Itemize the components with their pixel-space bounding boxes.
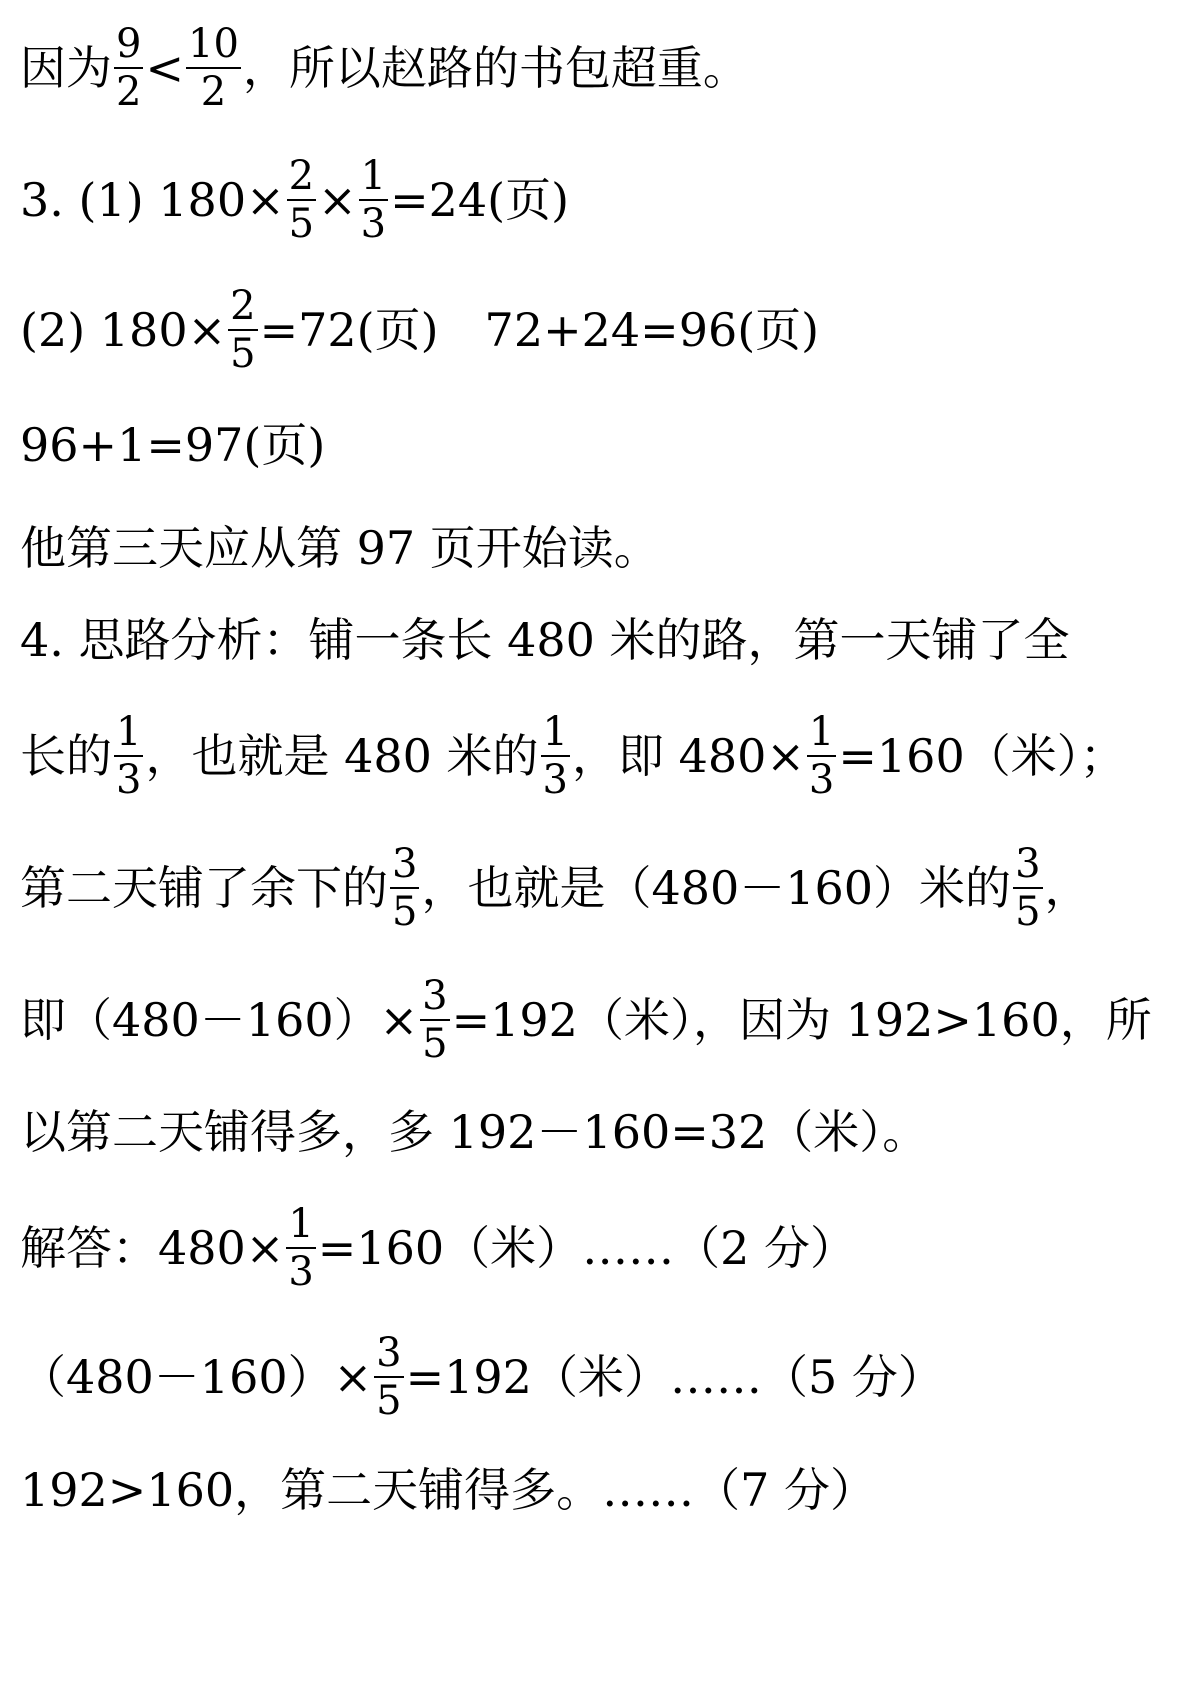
text-line [20, 841, 1091, 935]
fraction-numerator: 1 [542, 709, 568, 755]
fraction [186, 23, 241, 113]
fraction-numerator: 10 [188, 21, 239, 67]
fraction-denominator: 3 [116, 757, 142, 803]
text-segment: =160（米）； [838, 729, 1126, 783]
fraction-denominator: 3 [288, 1249, 314, 1295]
text-segment: 因为 [20, 41, 112, 95]
fraction [114, 711, 143, 801]
text-line [20, 973, 1152, 1067]
fraction-numerator: 1 [288, 1201, 314, 1247]
text-segment: 4. 思路分析：铺一条长 480 米的路，第一天铺了全 [20, 613, 1070, 667]
fraction [420, 975, 449, 1065]
fraction [114, 23, 143, 113]
text-line [20, 1460, 876, 1520]
fraction-denominator: 5 [392, 889, 418, 935]
fraction-numerator: 3 [392, 841, 418, 887]
fraction-numerator: 1 [360, 153, 387, 199]
fraction-numerator: 3 [1015, 841, 1041, 887]
fraction-numerator: 1 [808, 709, 835, 755]
text-segment: =160（米）……（2 分） [317, 1221, 857, 1275]
text-segment: 长的 [20, 729, 112, 783]
text-segment: ，所以赵路的书包超重。 [242, 41, 749, 95]
text-segment: =192（米）……（5 分） [405, 1350, 944, 1404]
text-segment: ，也就是 480 米的 [145, 729, 539, 783]
text-segment: 192>160，第二天铺得多。……（7 分） [20, 1463, 877, 1517]
fraction-numerator: 1 [116, 709, 142, 755]
fraction-numerator: 2 [288, 153, 315, 199]
text-segment: × [318, 173, 357, 227]
text-line [20, 1102, 928, 1162]
fraction-denominator: 3 [808, 757, 835, 803]
text-segment: 第二天铺了余下的 [20, 861, 388, 915]
fraction [228, 285, 257, 375]
text-segment: (2) 180× [20, 303, 227, 357]
text-line [20, 610, 1070, 670]
fraction-denominator: 5 [376, 1378, 402, 1424]
fraction [287, 155, 316, 245]
fraction-denominator: 3 [360, 201, 387, 247]
text-line [20, 21, 749, 115]
fraction [541, 711, 570, 801]
fraction-denominator: 5 [230, 331, 256, 377]
text-segment: ，也就是（480－160）米的 [421, 861, 1012, 915]
text-line [20, 709, 1126, 803]
text-segment: 96+1=97(页) [20, 418, 326, 472]
fraction-denominator: 5 [1015, 889, 1041, 935]
text-segment: ， [1044, 861, 1091, 915]
text-line [20, 1201, 857, 1295]
fraction-numerator: 3 [376, 1330, 402, 1376]
text-segment: ，即 480× [571, 729, 805, 783]
text-segment: =192（米），因为 192>160，所 [451, 993, 1152, 1047]
text-line [20, 153, 570, 247]
text-segment: 以第二天铺得多，多 192－160=32（米）。 [20, 1105, 929, 1159]
fraction-numerator: 9 [116, 21, 142, 67]
fraction [390, 843, 419, 933]
fraction [359, 155, 388, 245]
text-line [20, 415, 325, 475]
text-segment: 他第三天应从第 97 页开始读。 [20, 521, 660, 575]
text-segment: =72(页) 72+24=96(页) [259, 303, 820, 357]
text-segment: =24(页) [390, 173, 570, 227]
text-segment: < [145, 41, 184, 95]
fraction-denominator: 5 [422, 1021, 448, 1067]
text-segment: 即（480－160）× [20, 993, 419, 1047]
fraction-denominator: 3 [542, 757, 568, 803]
text-line [20, 283, 820, 377]
fraction [807, 711, 836, 801]
fraction [1013, 843, 1042, 933]
fraction [286, 1203, 315, 1293]
fraction-numerator: 3 [422, 973, 448, 1019]
fraction-denominator: 2 [116, 69, 142, 115]
fraction [374, 1332, 403, 1422]
fraction-denominator: 2 [200, 69, 227, 115]
text-segment: 3. (1) 180× [20, 173, 285, 227]
text-line [20, 1330, 944, 1424]
text-segment: 解答：480× [20, 1221, 285, 1275]
fraction-numerator: 2 [230, 283, 256, 329]
text-line [20, 518, 660, 578]
text-segment: （480－160）× [20, 1350, 373, 1404]
fraction-denominator: 5 [288, 201, 315, 247]
